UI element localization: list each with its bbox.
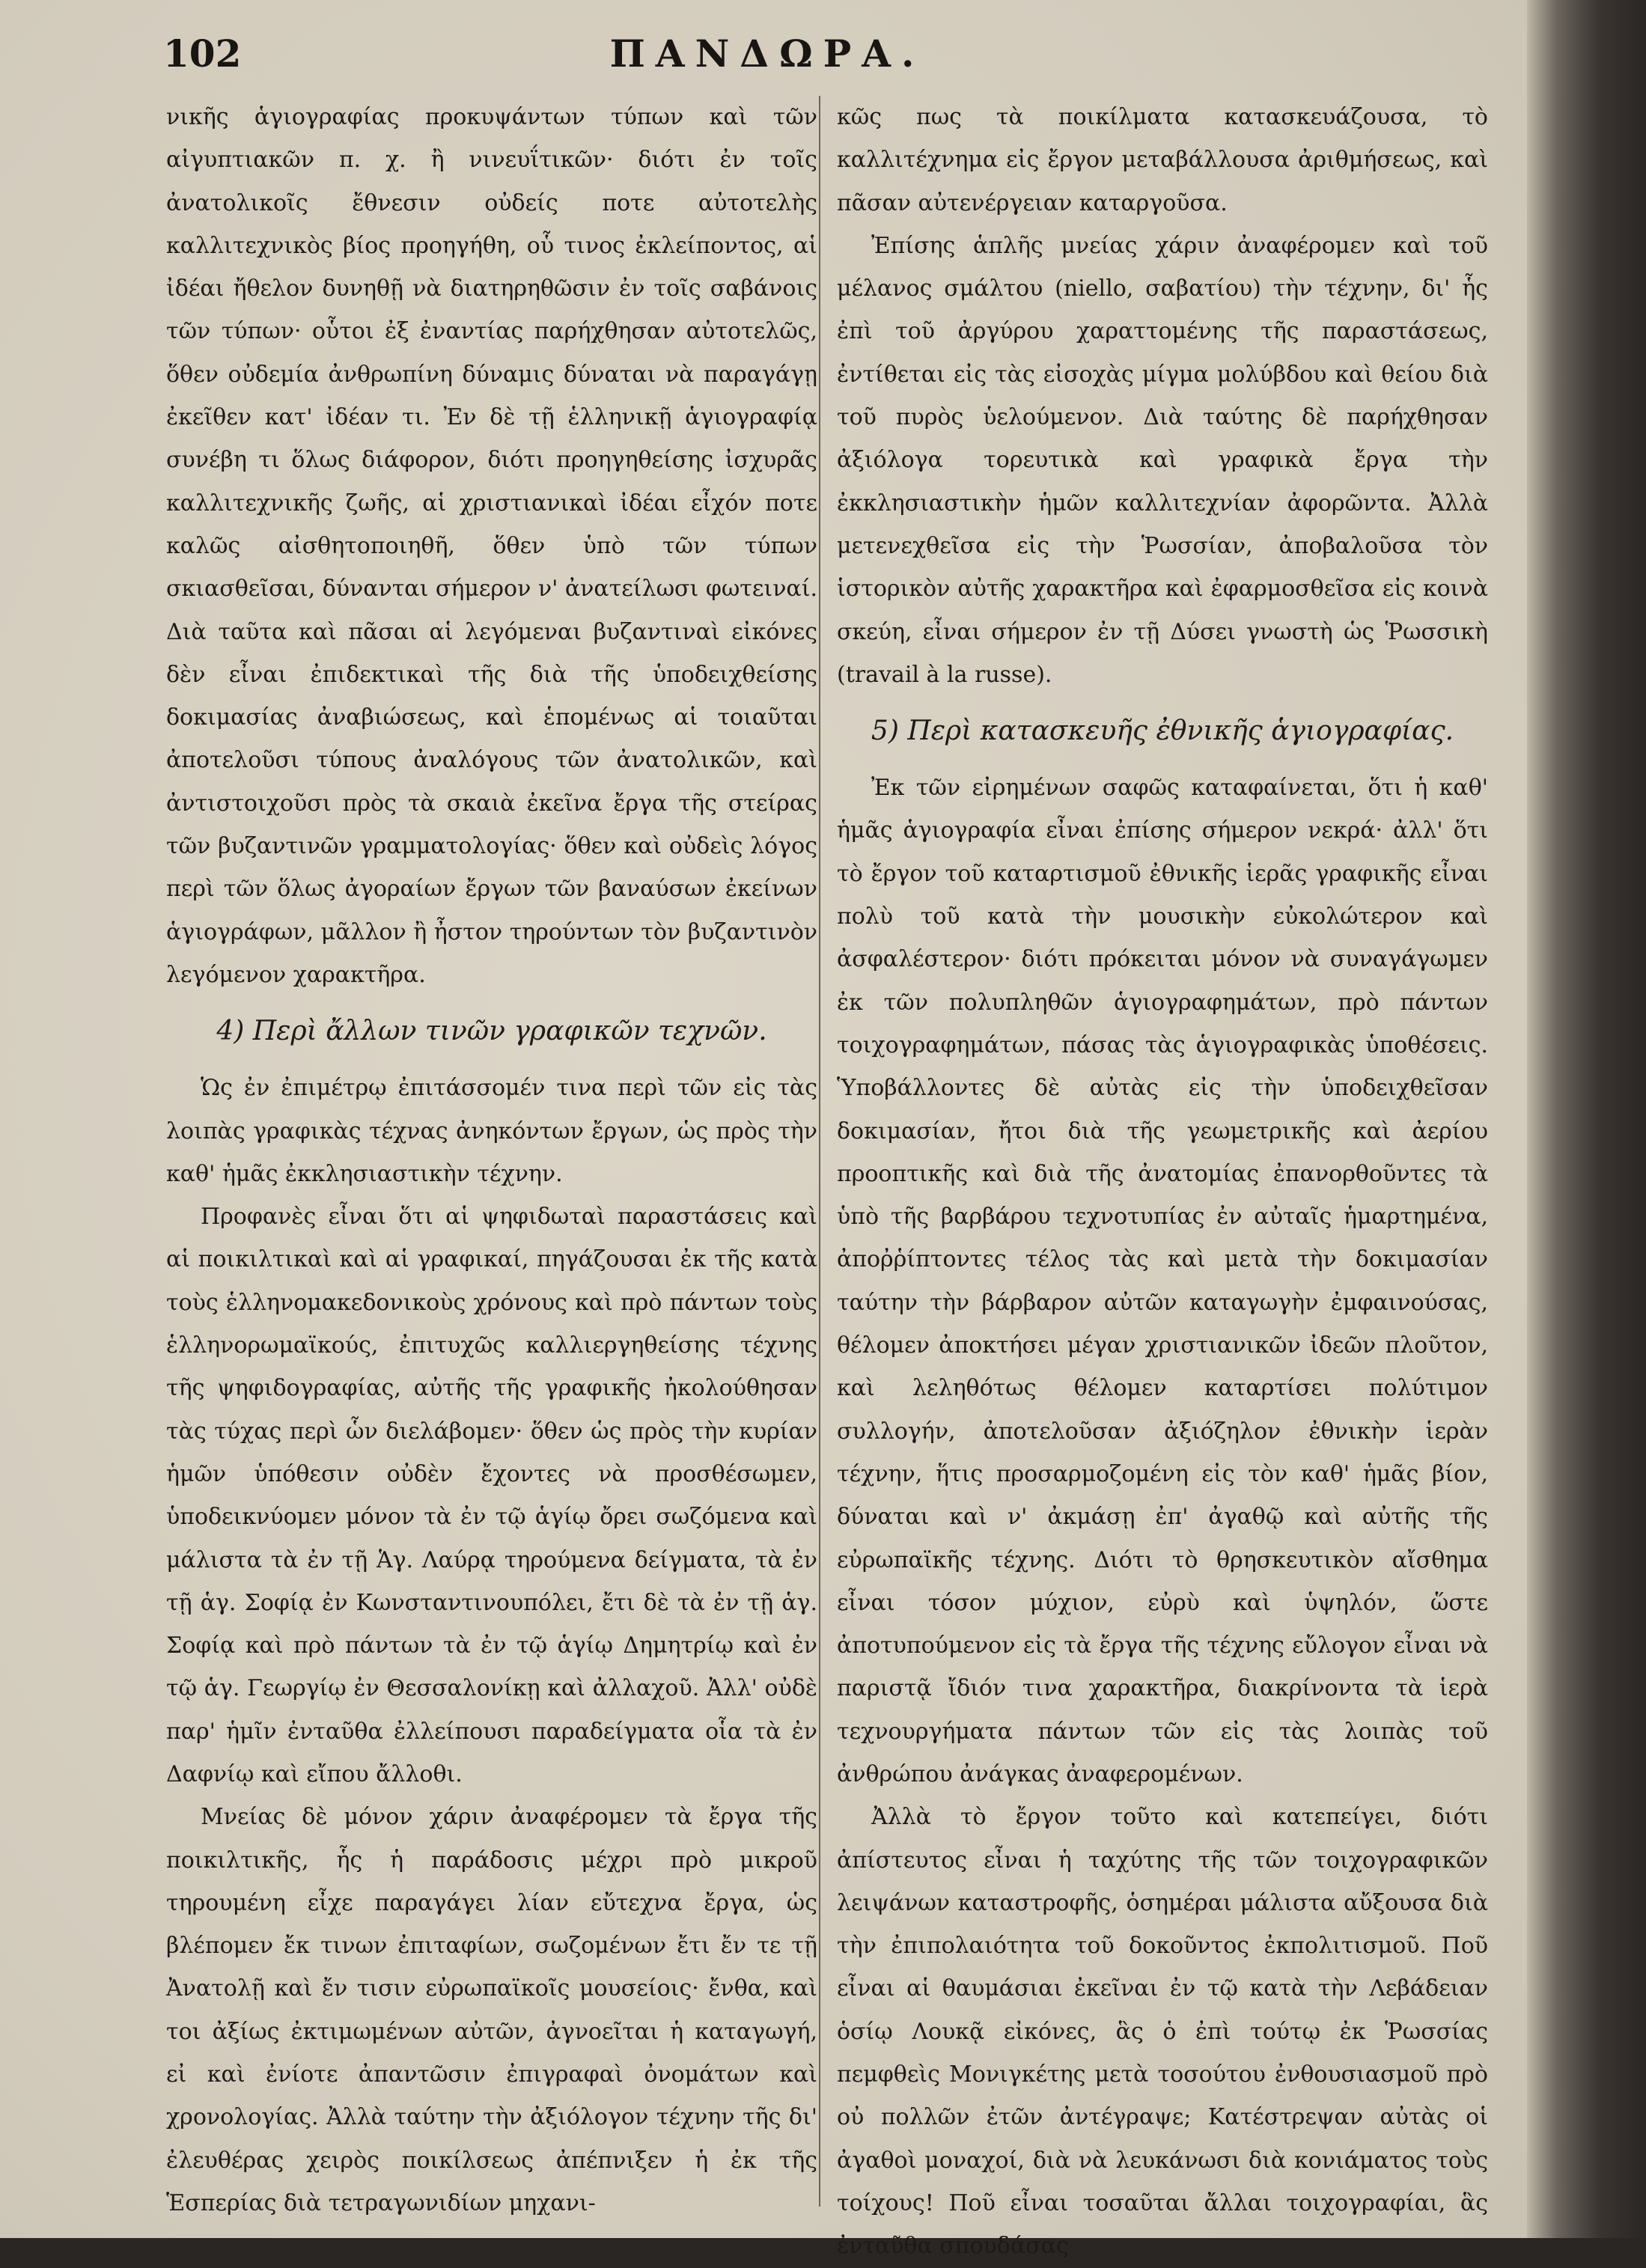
paragraph: Ἀλλὰ τὸ ἔργον τοῦτο καὶ κατεπείγει, διότι ἀπίστευτος εἶναι ἡ ταχύτης τῆς τῶν τοιχογραφικῶν λειψάνων καταστροφῆς, ὁσημέραι μάλιστα αὔξουσα διὰ τὴν ἐπιπολαιότητα τοῦ δοκοῦντος ἐκπολιτισμοῦ. Ποῦ εἶναι αἱ θαυμάσιαι ἐκεῖναι ἐν τῷ κατὰ τὴν Λεβάδειαν ὁσίῳ Λουκᾷ εἰκόνες, ἃς ὁ ἐπὶ τούτῳ ἐκ Ῥωσσίας πεμφθεὶς Μονιγκέτης μετὰ τοσούτου ἐνθουσιασμοῦ πρὸ οὐ πολλῶν ἐτῶν ἀντέγραψε; Κατέστρεψαν αὐτὰς οἱ ἀγαθοὶ μοναχοί, διὰ νὰ λευκάνωσι διὰ κονιάματος τοὺς τοίχους! Ποῦ εἶναι τοσαῦται ἄλλαι τοιχογραφίαι, ἃς ἐνταῦθα σπουδάσας xyxy=(837,1804,1488,2260)
paragraph: νικῆς ἁγιογραφίας προκυψάντων τύπων καὶ τῶν αἰγυπτιακῶν π. χ. ἢ νινευΐτικῶν· διότι ἐν τοῖς ἀνατολικοῖς ἔθνεσιν οὐδείς ποτε αὐτοτελὴς καλλιτεχνικὸς βίος προηγήθη, οὗ τινος ἐκλείποντος, αἱ ἰδέαι ἤθελον δυνηθῇ νὰ διατηρηθῶσιν ἐν τοῖς σαβάνοις τῶν τύπων· οὗτοι ἐξ ἐναντίας παρήχθησαν αὐτοτελῶς, ὅθεν οὐδεμία ἀνθρωπίνη δύναμις δύναται νὰ παραγάγῃ ἐκεῖθεν κατ' ἰδέαν τι. Ἐν δὲ τῇ ἑλληνικῇ ἁγιογραφίᾳ συνέβη τι ὅλως διάφορον, διότι προηγηθείσης ἰσχυρᾶς καλλιτεχνικῆς ζωῆς, αἱ χριστιανικαὶ ἰδέαι εἶχόν ποτε καλῶς αἰσθητοποιηθῆ, ὅθεν ὑπὸ τῶν τύπων σκιασθεῖσαι, δύνανται σήμερον ν' ἀνατείλωσι φωτειναί. Διὰ ταῦτα καὶ πᾶσαι αἱ λεγόμεναι βυζαντιναὶ εἰκόνες δὲν εἶναι ἐπιδεκτικαὶ τῆς διὰ τῆς ὑποδειχθείσης δοκιμασίας ἀναβιώσεως, καὶ ἑπομένως αἱ τοιαῦται ἀποτελοῦσι τύπους ἀναλόγους τῶν ἀνατολικῶν, καὶ ἀντιστοιχοῦσι πρὸς τὰ σκαιὰ ἐκεῖνα ἔργα τῆς στείρας τῶν βυζαντινῶν γραμματολογίας· ὅθεν καὶ οὐδεὶς λόγος περὶ τῶν ὅλως ἀγοραίων ἔργων τῶν βαναύσων ἐκείνων ἁγιογράφων, μᾶλλον ἢ ἦστον τηρούντων τὸν βυζαντινὸν λεγόμενον χαρακτῆρα. xyxy=(166,104,817,988)
column-divider xyxy=(819,96,820,2207)
section-heading: 5) Περὶ κατασκευῆς ἐθνικῆς ἁγιογραφίας. xyxy=(871,716,1454,747)
paragraph: κῶς πως τὰ ποικίλματα κατασκευάζουσα, τὸ καλλιτέχνημα εἰς ἔργον μεταβάλλουσα ἀριθμήσεως, καὶ πᾶσαν αὐτενέργειαν καταργοῦσα. xyxy=(837,104,1488,216)
section-heading: 4) Περὶ ἄλλων τινῶν γραφικῶν τεχνῶν. xyxy=(216,1016,767,1047)
right-column xyxy=(837,96,1488,2268)
paragraph: Προφανὲς εἶναι ὅτι αἱ ψηφιδωταὶ παραστάσεις καὶ αἱ ποικιλτικαὶ καὶ αἱ γραφικαί, πηγάζουσαι ἐκ τῆς κατὰ τοὺς ἑλληνομακεδονικοὺς χρόνους καὶ πρὸ πάντων τοὺς ἑλληνορωμαϊκούς, ἐπιτυχῶς καλλιεργηθείσης τέχνης τῆς ψηφιδογραφίας, αὐτῆς τῆς γραφικῆς ἠκολούθησαν τὰς τύχας περὶ ὧν διελάβομεν· ὅθεν ὡς πρὸς τὴν κυρίαν ἡμῶν ὑπόθεσιν οὐδὲν ἔχοντες νὰ προσθέσωμεν, ὑποδεικνύομεν μόνον τὰ ἐν τῷ ἁγίῳ ὄρει σωζόμενα καὶ μάλιστα τὰ ἐν τῇ Ἁγ. Λαύρᾳ τηρούμενα δείγματα, τὰ ἐν τῇ ἁγ. Σοφίᾳ ἐν Κωνσταντινουπόλει, ἔτι δὲ τὰ ἐν τῇ ἁγ. Σοφίᾳ καὶ πρὸ πάντων τὰ ἐν τῷ ἁγίῳ Δημητρίῳ καὶ ἐν τῷ ἁγ. Γεωργίῳ ἐν Θεσσαλονίκῃ καὶ ἀλλαχοῦ. Ἀλλ' οὐδὲ παρ' ἡμῖν ἐνταῦθα ἐλλείπουσι παραδείγματα οἷα τὰ ἐν Δαφνίῳ καὶ εἴπου ἄλλοθι. xyxy=(166,1204,817,1787)
paragraph: Ἐκ τῶν εἰρημένων σαφῶς καταφαίνεται, ὅτι ἡ καθ' ἡμᾶς ἁγιογραφία εἶναι ἐπίσης σήμερον νεκρά· ἀλλ' ὅτι τὸ ἔργον τοῦ καταρτισμοῦ ἐθνικῆς ἱερᾶς γραφικῆς εἶναι πολὺ τοῦ κατὰ τὴν μουσικὴν εὐκολώτερον καὶ ἀσφαλέστερον· διότι πρόκειται μόνον νὰ συναγάγωμεν ἐκ τῶν πολυπληθῶν ἁγιογραφημάτων, πρὸ πάντων τοιχογραφημάτων, πάσας τὰς ἁγιογραφικὰς ὑποθέσεις. Ὑποβάλλοντες δὲ αὐτὰς εἰς τὴν ὑποδειχθεῖσαν δοκιμασίαν, ἤτοι διὰ τῆς γεωμετρικῆς καὶ ἀερίου προοπτικῆς καὶ διὰ τῆς ἀνατομίας ἐπανορθοῦντες τὰ ὑπὸ τῆς βαρβάρου τεχνοτυπίας ἐν αὐταῖς ἡμαρτημένα, ἀποῤῥίπτοντες τέλος τὰς καὶ μετὰ τὴν δοκιμασίαν ταύτην τὴν βάρβαρον αὐτῶν καταγωγὴν ἐμφαινούσας, θέλομεν ἀποκτήσει μέγαν χριστιανικῶν ἰδεῶν πλοῦτον, καὶ λεληθότως θέλομεν καταρτίσει πολύτιμον συλλογήν, ἀποτελοῦσαν ἀξιόζηλον ἐθνικὴν ἱερὰν τέχνην, ἥτις προσαρμοζομένη εἰς τὸν καθ' ἡμᾶς βίον, δύναται καὶ ν' ἀκμάσῃ ἐπ' ἀγαθῷ καὶ αὐτῆς τῆς εὐρωπαϊκῆς τέχνης. Διότι τὸ θρησκευτικὸν αἴσθημα εἶναι τόσον μύχιον, εὐρὺ καὶ ὑψηλόν, ὥστε ἀποτυπούμενον εἰς τὰ ἔργα τῆς τέχνης εὔλογον εἶναι νὰ παριστᾷ ἴδιόν τινα χαρακτῆρα, διακρίνοντα τὰ ἱερὰ τεχνουργήματα πάντων τῶν εἰς τὰς λοιπὰς τοῦ ἀνθρώπου ἀνάγκας ἀναφερομένων. xyxy=(837,775,1488,1787)
left-column xyxy=(166,96,817,2225)
running-head: ΠΑΝΔΩΡΑ. xyxy=(609,31,925,76)
page-edge-shadow xyxy=(1527,0,1646,2238)
paragraph: Μνείας δὲ μόνον χάριν ἀναφέρομεν τὰ ἔργα τῆς ποικιλτικῆς, ἧς ἡ παράδοσις μέχρι πρὸ μικροῦ τηρουμένη εἶχε παραγάγει λίαν εὔτεχνα ἔργα, ὡς βλέπομεν ἔκ τινων ἐπιταφίων, σωζομένων ἔτι ἔν τε τῇ Ἀνατολῇ καὶ ἔν τισιν εὐρωπαϊκοῖς μουσείοις· ἔνθα, καὶ τοι ἀξίως ἐκτιμωμένων αὐτῶν, ἀγνοεῖται ἡ καταγωγή, εἰ καὶ ἐνίοτε ἀπαντῶσιν ἐπιγραφαὶ ὀνομάτων καὶ χρονολογίας. Ἀλλὰ ταύτην τὴν ἀξιόλογον τέχνην τῆς δι' ἐλευθέρας χειρὸς ποικίλσεως ἀπέπνιξεν ἡ ἐκ τῆς Ἑσπερίας διὰ τετραγωνιδίων μηχανι- xyxy=(166,1804,817,2216)
paragraph: Ὡς ἐν ἐπιμέτρῳ ἐπιτάσσομέν τινα περὶ τῶν εἰς τὰς λοιπὰς γραφικὰς τέχνας ἀνηκόντων ἔργων, ὡς πρὸς τὴν καθ' ἡμᾶς ἐκκλησιαστικὴν τέχνην. xyxy=(166,1075,817,1187)
page-number: 102 xyxy=(163,31,242,76)
paragraph: Ἐπίσης ἁπλῆς μνείας χάριν ἀναφέρομεν καὶ τοῦ μέλανος σμάλτου (niello, σαβατίου) τὴν τέχνην, δι' ἧς ἐπὶ τοῦ ἀργύρου χαραττομένης τῆς παραστάσεως, ἐντίθεται εἰς τὰς εἰσοχὰς μίγμα μολύβδου καὶ θείου διὰ τοῦ πυρὸς ὑελούμενον. Διὰ ταύτης δὲ παρήχθησαν ἀξιόλογα τορευτικὰ καὶ γραφικὰ ἔργα τὴν ἐκκλησιαστικὴν ἡμῶν καλλιτεχνίαν ἀφορῶντα. Ἀλλὰ μετενεχθεῖσα εἰς τὴν Ῥωσσίαν, ἀποβαλοῦσα τὸν ἱστορικὸν αὐτῆς χαρακτῆρα καὶ ἐφαρμοσθεῖσα εἰς κοινὰ σκεύη, εἶναι σήμερον ἐν τῇ Δύσει γνωστὴ ὡς Ῥωσσικὴ (travail à la russe). xyxy=(837,232,1488,688)
